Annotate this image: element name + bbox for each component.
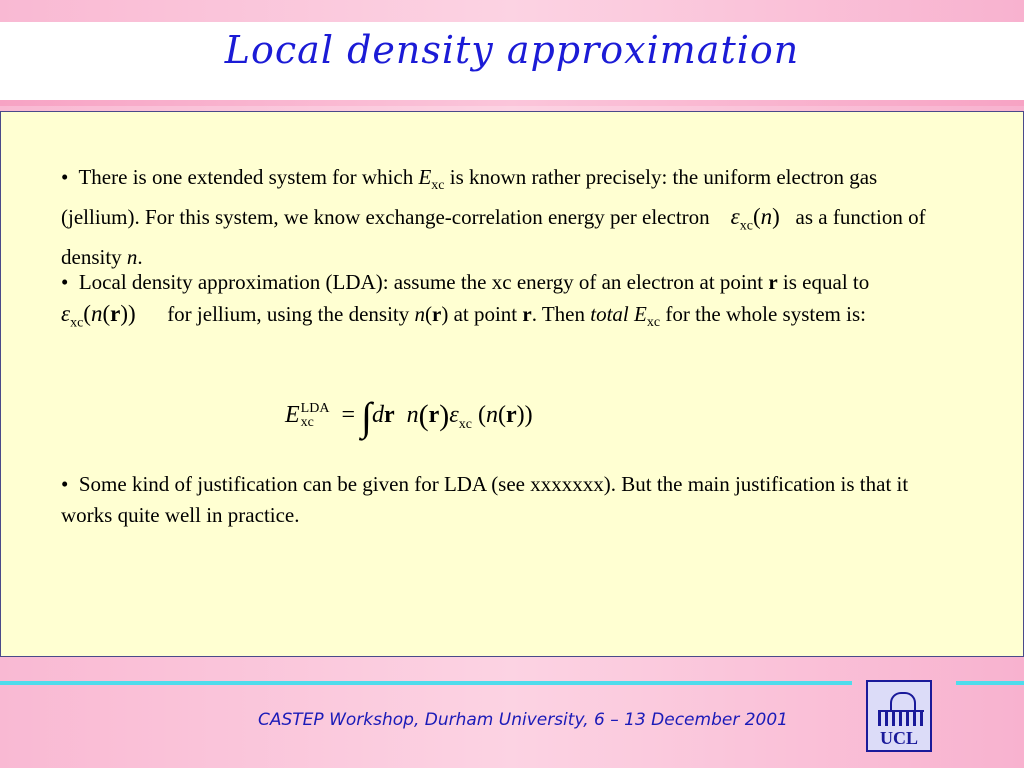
r-symbol: r <box>505 402 517 428</box>
title-underline <box>0 100 1024 106</box>
bullet-1-text-a: There is one extended system for which <box>78 165 414 189</box>
bullet-1-n: n <box>126 244 138 269</box>
bullet-2-r3: r <box>522 302 532 326</box>
footer-rule-left <box>0 681 852 685</box>
content-box <box>0 111 1024 657</box>
bullet-2 <box>61 267 961 339</box>
slide-title: Local density approximation <box>224 28 800 72</box>
lda-equation: E LDA xc = ∫dr $n(r)\varepsilon_{xc}$ (n(r)) <box>285 394 533 439</box>
eps-of-n-r-symbol: $\varepsilon_{xc}(n(r))$ <box>61 301 136 331</box>
xc-subscript: xc <box>739 218 753 234</box>
paren-close: ) <box>439 399 450 432</box>
footer-text: CASTEP Workshop, Durham University, 6 – 13 December 2001 <box>258 710 788 730</box>
integral-symbol: ∫ <box>361 394 372 439</box>
bullet-2-total: total <box>590 302 629 326</box>
bullet-3-text: Some kind of justification can be given for LDA (see xxxxxxx). But the main justification is that it works quite well in practice. <box>61 472 909 527</box>
epsilon-symbol: ε <box>449 402 459 428</box>
bullet-marker: • <box>61 270 74 294</box>
bullet-2-text-a: Local density approximation (LDA): assume the xc energy of an electron at point <box>78 270 764 294</box>
xc-subscript: xc <box>300 415 314 431</box>
bullet-2-r2: r <box>432 302 442 326</box>
bullet-2-text-e: . Then <box>531 302 586 326</box>
bullet-2-paren-open: ( <box>425 302 432 326</box>
bullet-2-text-c: for jellium, using the density <box>167 302 410 326</box>
eps-of-n-symbol: $\varepsilon_{xc}(n)$ <box>730 204 780 234</box>
e-symbol: E <box>418 165 432 189</box>
bullet-2-n: n <box>414 302 425 326</box>
n-symbol: n <box>485 402 498 428</box>
bullet-2-text-b: is equal to <box>782 270 870 294</box>
bullet-1-text-c: as a function of density <box>61 205 926 269</box>
epsilon-symbol: ε <box>730 204 740 230</box>
ucl-logo <box>866 680 932 752</box>
footer-rule-right <box>956 681 1024 685</box>
n-symbol: n <box>90 301 103 326</box>
bullet-2-text-d: ) at point <box>441 302 518 326</box>
xc-subscript: xc <box>458 416 472 432</box>
r-symbol: r <box>428 402 440 428</box>
paren-open: ( <box>418 399 429 432</box>
logo-text: UCL <box>879 728 918 748</box>
d-symbol: d <box>371 402 384 428</box>
equals-sign: = <box>341 402 355 428</box>
bullet-1 <box>61 162 961 273</box>
bullet-1-text-b: is known rather precisely: the uniform electron gas (jellium). For this system, we know exchange-correlation energy per electron <box>61 165 878 230</box>
epsilon-symbol: ε <box>61 301 71 326</box>
bullet-2-r: r <box>768 270 778 294</box>
xc-subscript: xc <box>646 315 661 331</box>
r-symbol: r <box>110 301 121 326</box>
bullet-2-text-f: for the whole system is: <box>665 302 866 326</box>
e-symbol: E <box>634 302 647 326</box>
logo-dome-icon <box>890 692 916 710</box>
e-symbol: E <box>285 402 300 428</box>
bullet-3 <box>61 469 961 531</box>
n-symbol: n <box>406 402 419 428</box>
logo-columns-icon <box>878 710 924 726</box>
bullet-marker: • <box>61 165 74 189</box>
lda-superscript: LDA <box>300 401 330 417</box>
xc-subscript: xc <box>431 178 445 194</box>
n-symbol: n <box>760 204 773 230</box>
r-symbol: r <box>383 402 395 428</box>
bullet-marker: • <box>61 472 74 496</box>
xc-subscript: xc <box>70 315 84 331</box>
bullet-1-period: . <box>137 244 143 269</box>
